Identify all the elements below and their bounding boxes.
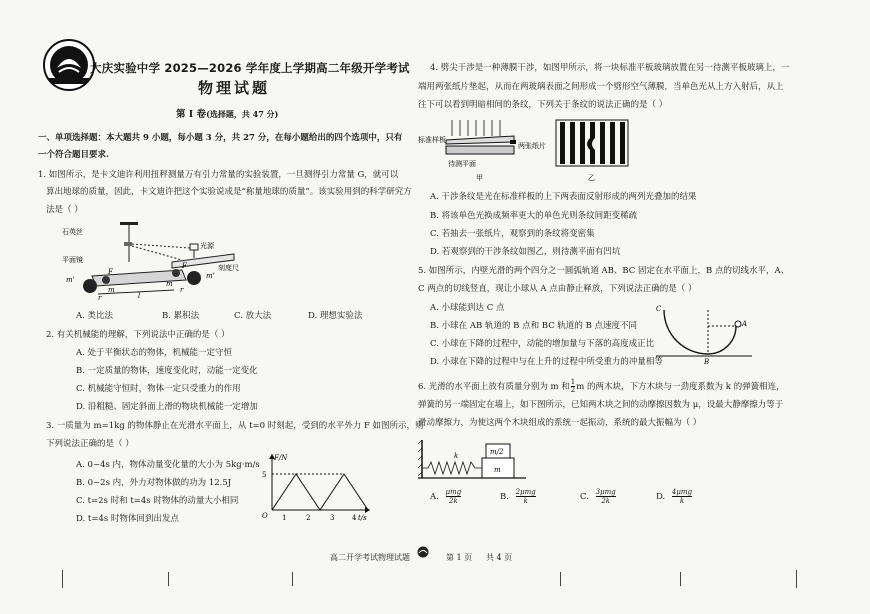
q3-line2: 下列说法正确的是（ ） xyxy=(46,439,134,449)
margin-mark xyxy=(560,572,561,586)
wedge-interference-diagram xyxy=(418,118,678,184)
q6-line2: 弹簧的另一端固定在墙上，如下图所示，已知两木块之间的动摩擦因数为 μ，设最大静摩擦力等于 xyxy=(418,400,784,410)
q4-line2: 端用两张纸片垫起，从而在两玻璃表面之间形成一个劈形空气薄膜，当单色光从上方入射后，从上 xyxy=(418,82,784,92)
q5-line1: 5. 如图所示，内壁光滑的两个四分之一圆弧轨道 AB、BC 固定在水平面上，B 点的切线水平，A、 xyxy=(418,266,790,276)
volume-title: 第 I 卷(选择题，共 47 分) xyxy=(176,109,279,120)
q5-line2: C 两点的切线竖直，现让小球从 A 点由静止释放，下列说法正确的是（ ） xyxy=(418,284,697,294)
q4-label-paper: 两张纸片 xyxy=(518,142,546,150)
q1-label-m3: m xyxy=(108,286,115,294)
q5-label-C: C xyxy=(656,305,662,313)
q3-ylabel: F/N xyxy=(274,454,288,462)
q6-option-d: D. 4μmg k xyxy=(656,488,693,505)
q4-label-standard: 标准样板 xyxy=(418,136,446,144)
footer-title: 高二开学考试物理试题 xyxy=(330,553,410,562)
school-logo-icon xyxy=(42,38,96,92)
q4-option-a: A. 干涉条纹是光在标准样板的上下两表面反射形成的两列光叠加的结果 xyxy=(430,192,697,202)
q4-option-b: B. 将该单色光换成频率更大的单色光则条纹间距变稀疏 xyxy=(430,211,638,221)
footer-total: 共 4 页 xyxy=(486,553,513,562)
margin-mark xyxy=(62,570,63,588)
q1-label-m1: m' xyxy=(66,276,75,284)
section1-heading-2: 一个符合题目要求. xyxy=(38,150,109,160)
q1-label-l: l xyxy=(138,292,141,300)
q3-origin: O xyxy=(262,512,268,520)
q5-option-b: B. 小球在 AB 轨道的 B 点和 BC 轨道的 B 点速度不同 xyxy=(430,321,638,331)
q1-option-c: C. 放大法 xyxy=(234,311,272,321)
subject-title: 物理试题 xyxy=(198,79,271,97)
q6-option-b: B. 2μmg k xyxy=(500,488,536,505)
q3-option-a: A. 0~4s 内，物体动量变化量的大小为 5kg·m/s xyxy=(76,460,260,470)
q4-label-yi: 乙 xyxy=(588,174,595,182)
q3-option-c: C. t=2s 时和 t=4s 时物体的动量大小相同 xyxy=(76,496,239,506)
q1-line1: 1. 如图所示，是卡文迪许利用扭秤测量万有引力常量的实验装置，一旦测得引力常量 G，就可以 xyxy=(38,170,399,180)
q3-xtick-4: 4 xyxy=(352,514,357,522)
q5-option-d: D. 小球在下降的过程中与在上升的过程中所受重力的冲量相等 xyxy=(430,357,663,367)
q2-option-d: D. 沿粗糙、固定斜面上滑的物块机械能一定增加 xyxy=(76,402,258,412)
q3-option-b: B. 0~2s 内，外力对物体做的功为 12.5J xyxy=(76,478,232,488)
q4-option-c: C. 若抽去一张纸片，观察到的条纹将变密集 xyxy=(430,229,595,239)
q3-xtick-2: 2 xyxy=(306,514,311,522)
q6-label-bottom: m xyxy=(494,466,501,474)
q1-label-scale: 刻度尺 xyxy=(218,264,239,272)
q1-label-F1: F xyxy=(108,268,113,276)
q3-xtick-3: 3 xyxy=(330,514,335,522)
q6-fraction: $\frac{1}{2}$ xyxy=(570,378,576,394)
q1-label-mirror: 平面镜 xyxy=(62,256,83,264)
q5-option-a: A. 小球能到达 C 点 xyxy=(430,303,505,313)
q1-label-F2: F xyxy=(182,262,187,270)
footer-page: 第 1 页 xyxy=(446,553,473,562)
q1-option-a: A. 类比法 xyxy=(76,311,114,321)
margin-mark xyxy=(292,572,293,586)
q1-label-r2: r xyxy=(180,286,184,294)
q1-line3: 法是（ ） xyxy=(46,205,83,215)
q4-label-test: 待测平面 xyxy=(448,160,476,168)
q5-option-c: C. 小球在下降的过程中，动能的增加量与下落的高度成正比 xyxy=(430,339,655,349)
margin-mark xyxy=(680,572,681,586)
q3-option-d: D. t=4s 时物体回到出发点 xyxy=(76,514,179,524)
q3-yval: 5 xyxy=(262,471,267,479)
q6-option-c: C. 3μmg 2k xyxy=(580,488,616,505)
q1-label-quartz: 石英丝 xyxy=(62,228,83,236)
q5-arc-track-diagram xyxy=(656,302,756,364)
q4-line3: 往下可以看到明暗相间的条纹，下列关于条纹的说法正确的是（ ） xyxy=(418,100,668,110)
q1-label-light: 光源 xyxy=(200,242,214,250)
q1-option-b: B. 累积法 xyxy=(162,311,200,321)
q6-label-k: k xyxy=(454,452,459,460)
q1-line2: 算出地球的质量，因此，卡文迪许把这个实验说成是“称量地球的质量”。该实验用到的科学研究方 xyxy=(46,187,412,197)
q1-label-m4: m xyxy=(166,280,173,288)
torsion-balance-diagram xyxy=(62,218,262,302)
q5-label-A: A xyxy=(742,320,748,328)
q6-line3: 滑动摩擦力，为使这两个木块组成的系统一起振动，系统的最大振幅为（ ） xyxy=(418,418,702,428)
q6-option-a: A. μmg 2k xyxy=(430,488,462,505)
q2-option-b: B. 一定质量的物体，速度变化时，动能一定变化 xyxy=(76,366,258,376)
footer-logo-icon xyxy=(416,546,430,558)
q6-spring-block-diagram xyxy=(418,438,528,484)
q4-label-jia: 甲 xyxy=(476,174,483,182)
margin-mark xyxy=(796,570,797,588)
q2-option-c: C. 机械能守恒时，物体一定只受重力的作用 xyxy=(76,384,241,394)
q6-line1: 6. 光滑的水平面上放有质量分别为 m 和 $\frac{1}{2}$ m 的两木块，下方木块与一劲度系数为 k 的弹簧相连， xyxy=(418,378,785,394)
q3-line1: 3. 一质量为 m=1kg 的物体静止在光滑水平面上，从 t=0 时刻起，受到的水平外力 F 如图所示，则 xyxy=(46,421,424,431)
q2-stem: 2. 有关机械能的理解，下列说法中正确的是（ ） xyxy=(46,330,230,340)
q4-line1: 4. 劈尖干涉是一种薄膜干涉，如图甲所示，将一块标准平板玻璃放置在另一待测平板玻璃上，一 xyxy=(430,63,790,73)
q3-force-graph xyxy=(254,450,374,524)
q1-option-d: D. 理想实验法 xyxy=(308,311,363,321)
margin-mark xyxy=(168,572,169,586)
q3-xtick-1: 1 xyxy=(282,514,287,522)
q2-option-a: A. 处于平衡状态的物体，机械能一定守恒 xyxy=(76,348,233,358)
q6-label-top: m/2 xyxy=(490,448,504,456)
q3-xlabel: t/s xyxy=(358,514,367,522)
q1-label-m2: m' xyxy=(206,272,215,280)
q4-option-d: D. 若观察到的干涉条纹如图乙，则待测平面有凹坑 xyxy=(430,247,621,257)
school-title: 大庆实验中学 2025—2026 学年度上学期高二年级开学考试 xyxy=(90,61,410,75)
q1-label-r1: r xyxy=(98,294,102,302)
section1-heading: 一、单项选择题：本大题共 9 小题，每小题 3 分，共 27 分，在每小题给出的四个选项中，只有 xyxy=(38,133,403,143)
q5-label-B: B xyxy=(704,358,710,364)
